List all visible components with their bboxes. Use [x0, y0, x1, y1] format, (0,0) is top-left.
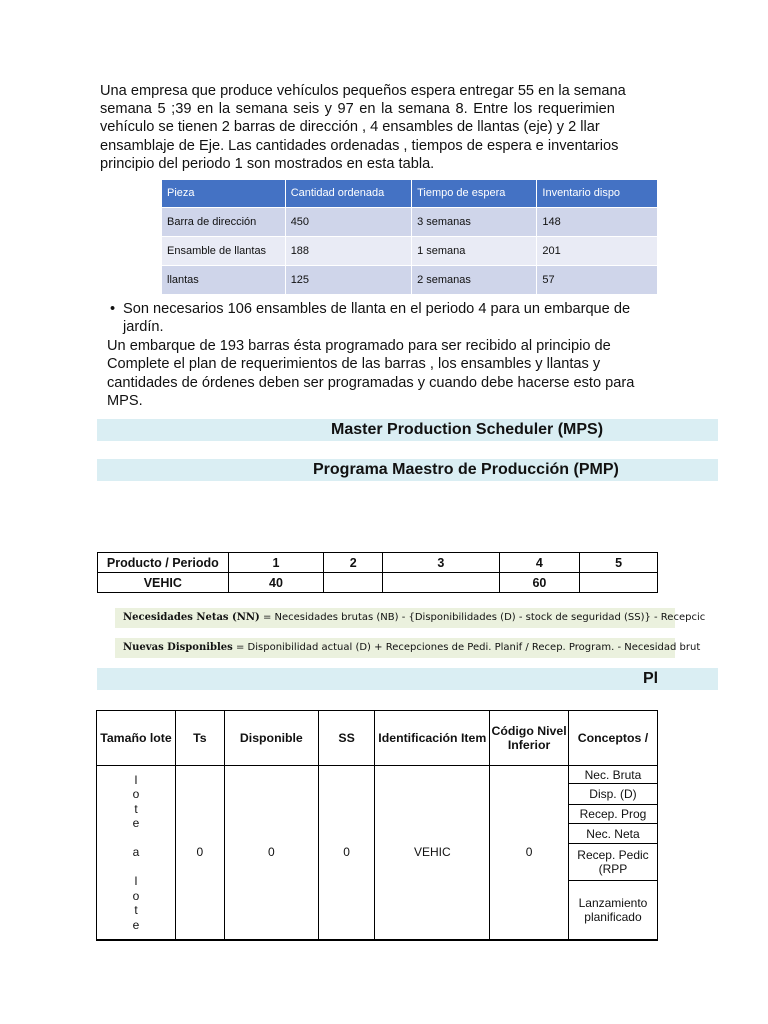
header-cell: Código Nivel Inferior — [490, 711, 569, 766]
mrp-plan-table — [96, 710, 658, 941]
lote-letter: e — [132, 816, 140, 830]
table-cell: 148 — [537, 207, 658, 236]
table-cell: 40 — [228, 573, 324, 593]
formula-label: Nuevas Disponibles — [123, 642, 233, 653]
paragraph-line: cantidades de órdenes deben ser programadas y cuando debe hacerse esto para — [107, 374, 635, 391]
item-id-cell: VEHIC — [375, 766, 490, 940]
table-cell: 188 — [285, 236, 411, 265]
pmp-title: Programa Maestro de Producción (PMP) — [313, 461, 619, 478]
table-cell: Barra de dirección — [162, 207, 285, 236]
formula-text: = Disponibilidad actual (D) + Recepciones de Pedi. Planif / Recep. Program. - Necesidad brut — [232, 642, 701, 653]
table-row — [98, 573, 658, 593]
header-cell: 4 — [499, 553, 580, 573]
header-cell: 5 — [580, 553, 658, 573]
intro-line: Una empresa que produce vehículos pequeños espera entregar 55 en la semana — [100, 83, 626, 99]
paragraph-line: MPS. — [107, 393, 143, 410]
safety-stock-cell: 0 — [318, 766, 375, 940]
paragraph-line: Complete el plan de requerimientos de las barras , los ensambles y llantas y — [107, 356, 601, 373]
product-period-table — [97, 552, 658, 593]
table-cell: VEHIC — [98, 573, 229, 593]
lote-letter: l — [134, 772, 138, 787]
table-cell — [580, 573, 658, 593]
concept-cell: Lanzamiento planificado — [568, 881, 657, 940]
lower-level-code-cell: 0 — [490, 766, 569, 940]
lote-letter — [133, 831, 140, 846]
table-row — [98, 553, 658, 573]
bullet-text: jardín. — [123, 319, 164, 336]
lote-letter: t — [134, 903, 138, 917]
intro-line: semana 5 ;39 en la semana seis y 97 en la semana 8. Entre los requerimien — [100, 101, 615, 118]
table-cell: 1 semana — [412, 236, 537, 265]
concept-cell: Recep. Prog — [568, 805, 657, 824]
intro-line: vehículo se tienen 2 barras de dirección , 4 ensambles de llantas (eje) y 2 llar — [100, 119, 600, 136]
piece-table-header — [162, 180, 658, 207]
table-row — [97, 711, 658, 766]
pmp-title-band — [97, 459, 718, 481]
header-cell: Pieza — [162, 180, 285, 207]
table-row — [162, 236, 658, 265]
lote-letter: o — [132, 787, 140, 801]
table-cell — [383, 573, 500, 593]
table-cell: 60 — [499, 573, 580, 593]
new-available-formula — [115, 638, 701, 658]
formula-label: Necesidades Netas (NN) — [123, 612, 260, 623]
lote-letter: o — [132, 888, 140, 903]
intro-line: ensamblaje de Eje. Las cantidades ordenadas , tiempos de espera e inventarios — [100, 137, 619, 154]
lote-letter: a — [132, 845, 140, 859]
header-cell: Inventario dispo — [537, 180, 658, 207]
table-cell: 3 semanas — [412, 207, 537, 236]
table-cell: 201 — [537, 236, 658, 265]
concept-cell: Recep. Pedic (RPP — [568, 844, 657, 881]
lote-letter: e — [132, 917, 140, 932]
header-cell: 3 — [383, 553, 500, 573]
lote-letter: l — [134, 874, 138, 888]
table-cell: Ensamble de llantas — [162, 236, 285, 265]
header-cell: Identificación Item — [375, 711, 490, 766]
header-cell: Conceptos / — [568, 711, 657, 766]
bullet-text: Son necesarios 106 ensambles de llanta en el periodo 4 para un embarque de — [123, 301, 631, 317]
table-cell: 125 — [285, 265, 411, 294]
lot-size-vertical-text — [133, 773, 140, 933]
header-cell: SS — [318, 711, 375, 766]
lote-letter: t — [134, 801, 138, 816]
instructions-paragraph — [107, 337, 634, 411]
bullet-icon: • — [110, 301, 116, 317]
intro-paragraph — [100, 82, 720, 173]
bullet-item — [107, 300, 630, 337]
available-cell: 0 — [224, 766, 318, 940]
mps-title-band — [97, 419, 718, 441]
header-cell: Disponible — [224, 711, 318, 766]
header-cell: Producto / Periodo — [98, 553, 229, 573]
table-cell: 57 — [537, 265, 658, 294]
ts-cell: 0 — [175, 766, 224, 940]
table-cell: 2 semanas — [412, 265, 537, 294]
mps-title: Master Production Scheduler (MPS) — [331, 421, 604, 438]
lot-size-cell — [97, 766, 176, 940]
net-needs-formula — [115, 608, 706, 628]
table-cell — [324, 573, 383, 593]
header-cell: 2 — [324, 553, 383, 573]
piece-table — [162, 180, 658, 294]
table-cell: 450 — [285, 207, 411, 236]
lote-letter — [133, 860, 140, 875]
table-row — [97, 766, 658, 784]
plan-title-band — [97, 668, 718, 690]
formula-text: = Necesidades brutas (NB) - {Disponibilidades (D) - stock de seguridad (SS)} - Recepcic — [259, 612, 706, 623]
header-cell: Tiempo de espera — [412, 180, 537, 207]
header-cell: Tamaño lote — [97, 711, 176, 766]
header-cell: 1 — [228, 553, 324, 573]
concept-cell: Disp. (D) — [568, 784, 657, 805]
plan-title: Pl — [643, 670, 659, 687]
table-cell: llantas — [162, 265, 285, 294]
concept-cell: Nec. Neta — [568, 824, 657, 844]
header-cell: Ts — [175, 711, 224, 766]
intro-line: principio del periodo 1 son mostrados en esta tabla. — [100, 155, 435, 172]
paragraph-line: Un embarque de 193 barras ésta programado para ser recibido al principio de — [107, 338, 611, 354]
table-row — [162, 207, 658, 236]
table-row — [162, 265, 658, 294]
concept-cell: Nec. Bruta — [568, 766, 657, 784]
header-cell: Cantidad ordenada — [285, 180, 411, 207]
